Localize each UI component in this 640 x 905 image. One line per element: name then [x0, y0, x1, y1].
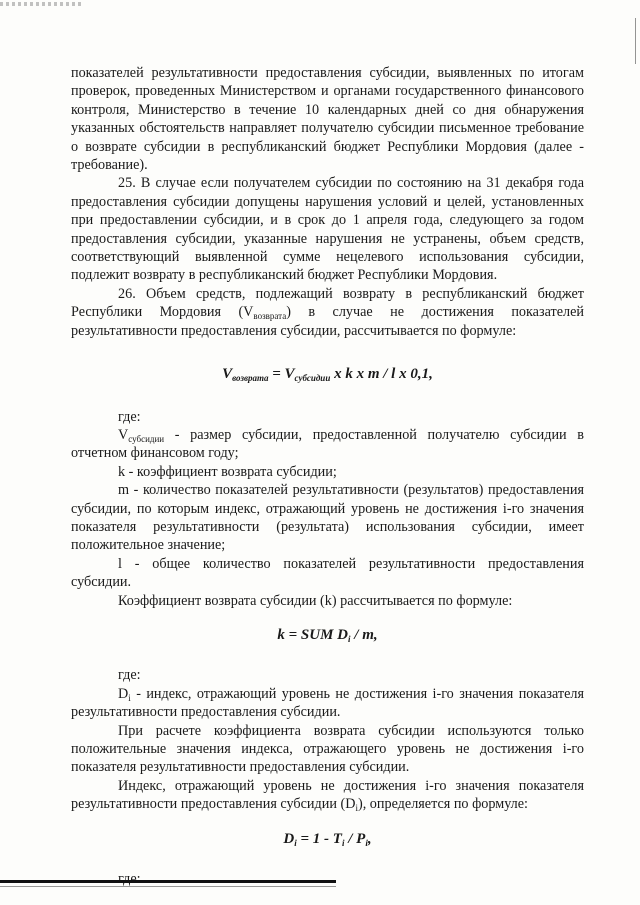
formula-v-return: $V_{возврата} = V_{субсидии}$ x k x m / l x 0,1,	[222, 366, 433, 384]
scan-artifact-top	[0, 2, 82, 6]
definition-m: m - количество показателей результативности (результатов) предоставления субсидии, по которым индекс, отражающий уровень не достижения i-го значения показателя результативности (результата) использования субсидии, имеет положительное значение;	[71, 482, 584, 554]
positive-values-note: При расчете коэффициента возврата субсидии используются только положительные значения индекса, отражающего уровень не достижения i-го показателя результативности предоставления субсидии.	[71, 722, 584, 776]
where-label-1: где:	[118, 408, 141, 425]
scan-artifact-right	[635, 18, 636, 64]
where-label-2: где:	[118, 667, 141, 684]
paragraph-26: 26. Объем средств, подлежащий возврату в республиканский бюджет Республики Мордовия $(V_{возврата})$ в случае не достижения показателей результативности предоставления субсидии, рассчитывается по формуле:	[71, 285, 584, 339]
index-formula-intro: Индекс, отражающий уровень не достижения i-го значения показателя результативности предоставления субсидии $(D_i)$, определяется по формуле:	[71, 777, 584, 814]
paragraph-continuation: показателей результативности предоставления субсидии, выявленных по итогам проверок, проведенных Министерством и органами государственного финансового контроля, Министерство в течение 10 календарных дней со дня обнаружения указанных обстоятельств направляет получателю субсидии письменное требование о возврате субсидии в республиканский бюджет Республики Мордовия (далее - требование).	[71, 65, 584, 174]
paragraph-25: 25. В случае если получателем субсидии по состоянию на 31 декабря года предоставления субсидии допущены нарушения условий и целей, установленных при предоставлении субсидии, и в срок до 1 апреля года, следующего за годом предоставления субсидии, указанные нарушения не устранены, объем средств, соответствующий выявленной сумме нецелевого использования субсидии, подлежит возврату в республиканский бюджет Республики Мордовия.	[71, 175, 584, 284]
definition-l: l - общее количество показателей результативности предоставления субсидии.	[71, 555, 584, 591]
footer-rule-thin	[0, 886, 336, 887]
definition-v-subsidy: $V_{субсидии}$ - размер субсидии, предоставленной получателю субсидии в отчетном финансовом году;	[71, 426, 584, 462]
document-body	[71, 64, 584, 888]
formula-k: k = SUM $D_i$ / m,	[277, 626, 378, 644]
footer-rule	[0, 880, 336, 883]
definition-d: $D_i$ - индекс, отражающий уровень не достижения i-го значения показателя результативности предоставления субсидии.	[71, 685, 584, 721]
definition-k: k - коэффициент возврата субсидии;	[118, 463, 337, 480]
k-formula-intro: Коэффициент возврата субсидии (k) рассчитывается по формуле:	[118, 592, 513, 609]
formula-d: $D_i = 1 - T_i / P_i$,	[283, 830, 372, 848]
